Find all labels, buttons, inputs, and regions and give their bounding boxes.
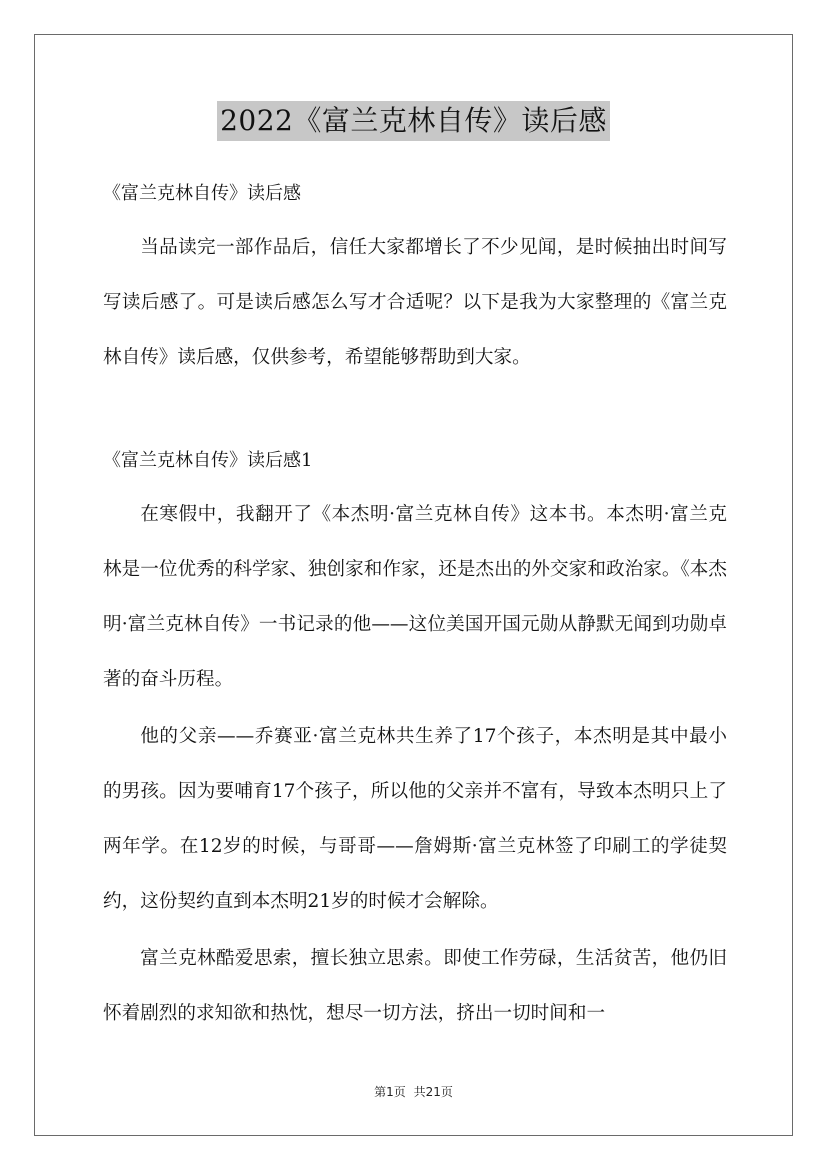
section-heading: 《富兰克林自传》读后感1 xyxy=(103,450,313,471)
document-subtitle: 《富兰克林自传》读后感 xyxy=(103,183,301,204)
body-paragraph-1: 在寒假中，我翻开了《本杰明·富兰克林自传》这本书。本杰明·富兰克林是一位优秀的科学家、独创家和作家，还是杰出的外交家和政治家。《本杰明·富兰克林自传》一书记录的他——这位美国开国元勋从静默无闻到功勋卓著的奋斗历程。 xyxy=(103,504,727,690)
page-number: 第1页 xyxy=(374,1085,406,1099)
title-container xyxy=(0,101,827,141)
body-paragraph-3: 富兰克林酷爱思索，擅长独立思索。即使工作劳碌，生活贫苦，他仍旧怀着剧烈的求知欲和热忱，想尽一切方法，挤出一切时间和一 xyxy=(103,948,727,1024)
page-total: 共21页 xyxy=(413,1085,453,1099)
document-body xyxy=(103,172,727,1041)
page-footer xyxy=(0,1083,827,1100)
intro-paragraph: 当品读完一部作品后，信任大家都增长了不少见闻，是时候抽出时间写写读后感了。可是读后感怎么写才合适呢？以下是我为大家整理的《富兰克林自传》读后感，仅供参考，希望能够帮助到大家。 xyxy=(103,237,727,368)
body-paragraph-2: 他的父亲——乔赛亚·富兰克林共生养了17个孩子，本杰明是其中最小的男孩。因为要哺育17个孩子，所以他的父亲并不富有，导致本杰明只上了两年学。在12岁的时候，与哥哥——詹姆斯·富兰克林签了印刷工的学徒契约，这份契约直到本杰明21岁的时候才会解除。 xyxy=(103,726,727,912)
document-title: 2022《富兰克林自传》读后感 xyxy=(217,101,610,141)
